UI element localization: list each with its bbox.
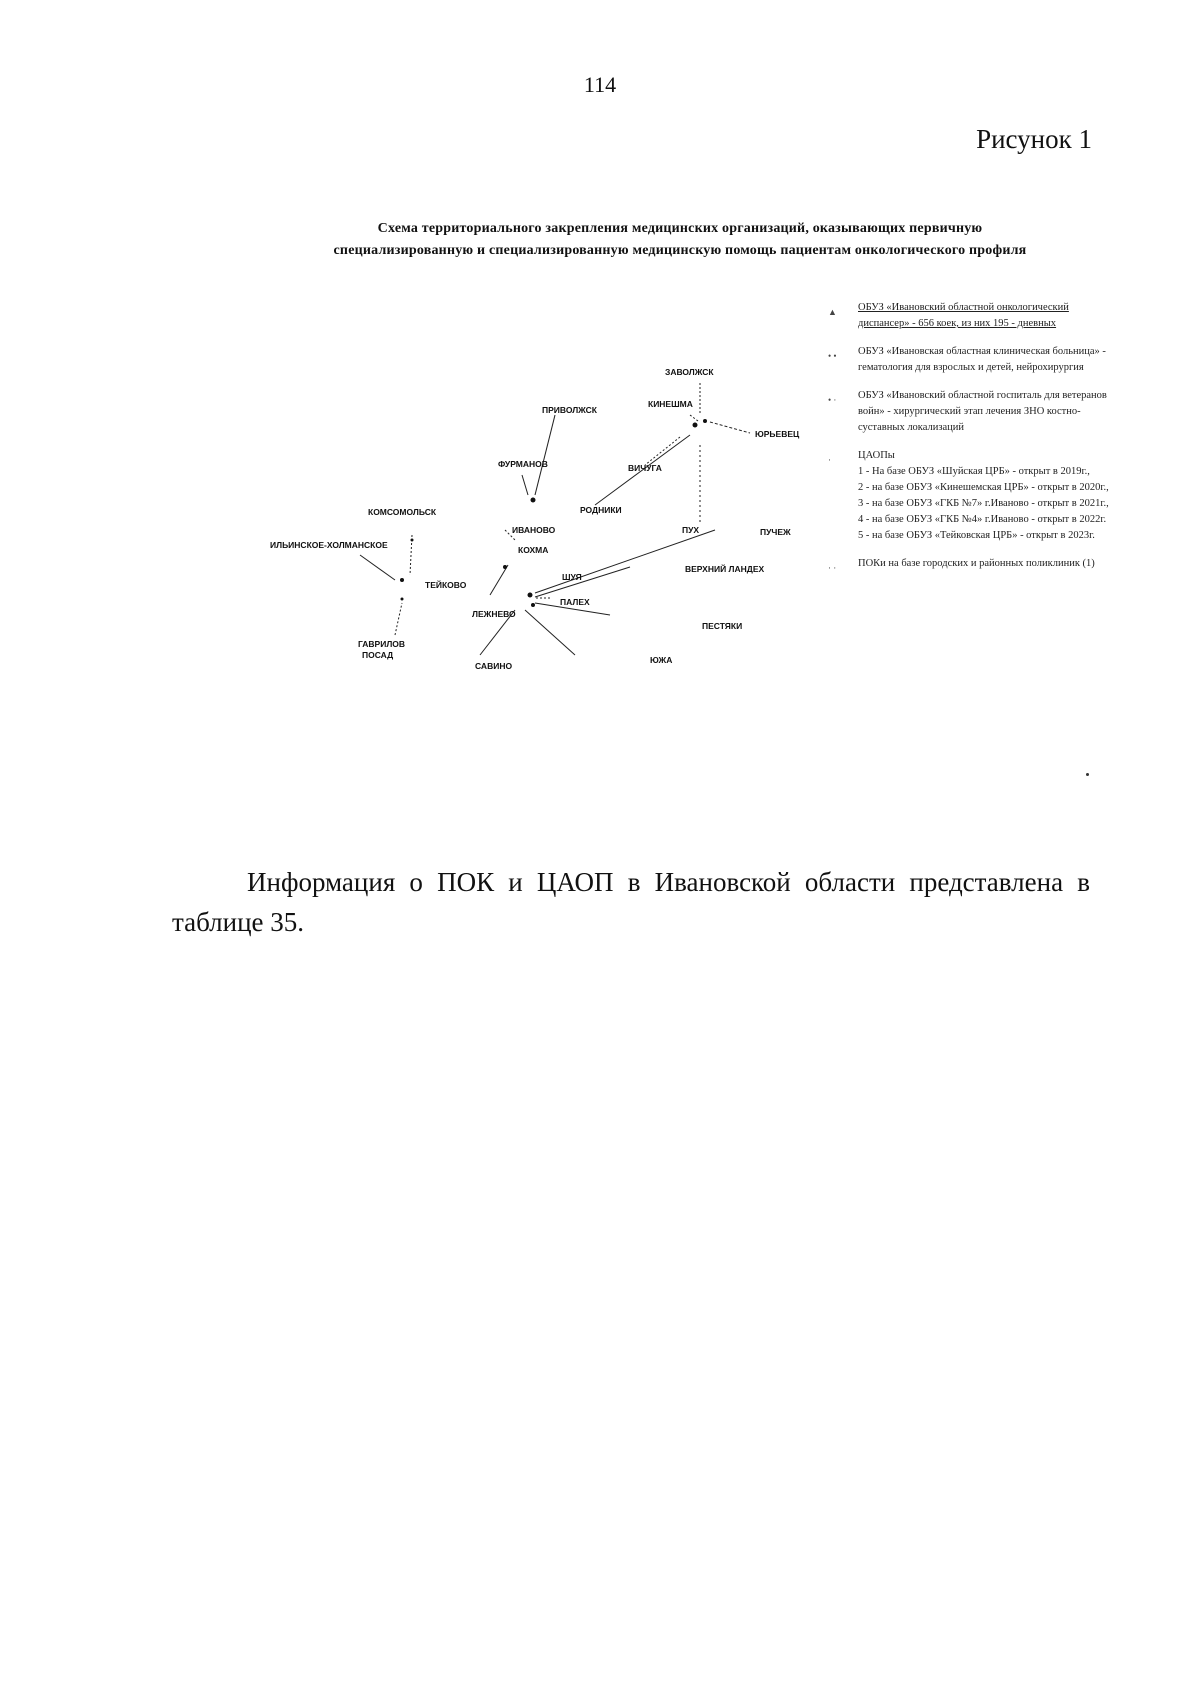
node-teikovo	[400, 578, 404, 582]
place-label: КИНЕШМА	[648, 399, 693, 409]
place-label: ЛЕЖНЕВО	[472, 609, 516, 619]
place-label: ЮРЬЕВЕЦ	[755, 429, 800, 439]
place-label: ПОСАД	[362, 650, 394, 660]
place-label: ТЕЙКОВО	[425, 580, 467, 590]
scheme-title	[260, 218, 1100, 262]
legend-marker-icon: ▲	[828, 307, 837, 317]
legend-marker-icon: • ·	[828, 395, 837, 405]
map-labels	[270, 367, 800, 671]
place-label: ПУХ	[682, 525, 700, 535]
place-label: ЮЖА	[650, 655, 673, 665]
node-gavrilov	[401, 598, 404, 601]
map-connections	[360, 383, 750, 655]
node-yurevets	[703, 419, 707, 423]
link-ilyinskoe	[360, 555, 395, 580]
node-ilyinskoe	[411, 539, 414, 542]
link-vichuga	[645, 437, 680, 465]
legend-item-caop	[828, 448, 1118, 544]
legend-sub-line: 4 - на базе ОБУЗ «ГКБ №4» г.Иваново - открыт в 2022г.	[858, 514, 1107, 525]
link-privolzhsk	[535, 415, 555, 495]
body-paragraph: Информация о ПОК и ЦАОП в Ивановской области представлена в таблице 35.	[172, 867, 1090, 937]
place-label: РОДНИКИ	[580, 505, 622, 515]
legend-item-oncology-dispensary	[828, 300, 1118, 332]
map-nodes	[400, 419, 707, 607]
place-label: ПРИВОЛЖСК	[542, 405, 597, 415]
link-gavrilov	[395, 603, 402, 635]
place-label: ЗАВОЛЖСК	[665, 367, 714, 377]
link-furmanovo	[522, 475, 528, 495]
place-label: ВЕРХНИЙ ЛАНДЕХ	[685, 564, 765, 574]
node-shuya	[528, 593, 533, 598]
place-label: ШУЯ	[562, 572, 582, 582]
link-puchezh	[535, 530, 715, 593]
scheme-map	[250, 355, 850, 735]
place-label: КОХМА	[518, 545, 549, 555]
place-label: САВИНО	[475, 661, 513, 671]
legend-item-clinical-hospital	[828, 344, 1118, 376]
node-lezhnevo	[503, 565, 507, 569]
link-lezhnevo	[490, 565, 508, 595]
place-label: ВИЧУГА	[628, 463, 662, 473]
legend-item-veterans-hospital	[828, 388, 1118, 436]
place-label: ИЛЬИНСКОЕ-ХОЛМАНСКОЕ	[270, 540, 388, 550]
legend-text: ОБУЗ «Ивановский областной онкологический диспансер» - 656 коек, из них 195 - дневных	[858, 302, 1069, 329]
link-verkhny-landeh	[535, 567, 630, 597]
legend-title: ЦАОПы	[858, 450, 895, 461]
figure-label: Рисунок 1	[976, 124, 1092, 154]
place-label: ФУРМАНОВ	[498, 459, 548, 469]
legend-sub-line: 1 - На базе ОБУЗ «Шуйская ЦРБ» - открыт в 2019г.,	[858, 466, 1090, 477]
legend-sub-line: 2 - на базе ОБУЗ «Кинешемская ЦРБ» - открыт в 2020г.,	[858, 482, 1109, 493]
legend-marker-icon: · ·	[828, 563, 837, 573]
legend-text: ПОКи на базе городских и районных поликлиник (1)	[858, 558, 1095, 569]
legend-item-pok	[828, 556, 1118, 573]
node-ivanovo	[531, 498, 536, 503]
legend-sub-line: 5 - на базе ОБУЗ «Тейковская ЦРБ» - открыт в 2023г.	[858, 530, 1095, 541]
legend-text: ОБУЗ «Ивановская областная клиническая больница» - гематология для взрослых и детей, нейрохирургия	[858, 346, 1106, 373]
place-label: ИВАНОВО	[512, 525, 556, 535]
legend-marker-icon: • •	[828, 351, 837, 361]
legend-marker-icon: ·	[828, 455, 831, 465]
link-kineshma	[690, 415, 698, 421]
legend-text: ОБУЗ «Ивановский областной госпиталь для ветеранов войн» - хирургический этап лечения ЗНО костно-суставных локализаций	[858, 390, 1107, 433]
place-label: ГАВРИЛОВ	[358, 639, 406, 649]
link-yuzha	[525, 610, 575, 655]
scheme-legend	[828, 300, 1118, 584]
link-yurevets	[710, 422, 750, 433]
legend-sub-line: 3 - на базе ОБУЗ «ГКБ №7» г.Иваново - открыт в 2021г.,	[858, 498, 1109, 509]
node-shuya-2	[531, 603, 535, 607]
page-number: 114	[583, 72, 617, 97]
scheme-title-line-1: Схема территориального закрепления медицинских организаций, оказывающих первичную	[377, 221, 983, 236]
place-label: ПЕСТЯКИ	[702, 621, 743, 631]
scheme-title-line-2: специализированную и специализированную медицинскую помощь пациентам онкологического профиля	[333, 243, 1027, 258]
place-label: ПАЛЕХ	[560, 597, 590, 607]
stray-dot	[1086, 773, 1089, 776]
node-kineshma	[693, 423, 698, 428]
place-label: КОМСОМОЛЬСК	[368, 507, 437, 517]
place-label: ПУЧЕЖ	[760, 527, 791, 537]
